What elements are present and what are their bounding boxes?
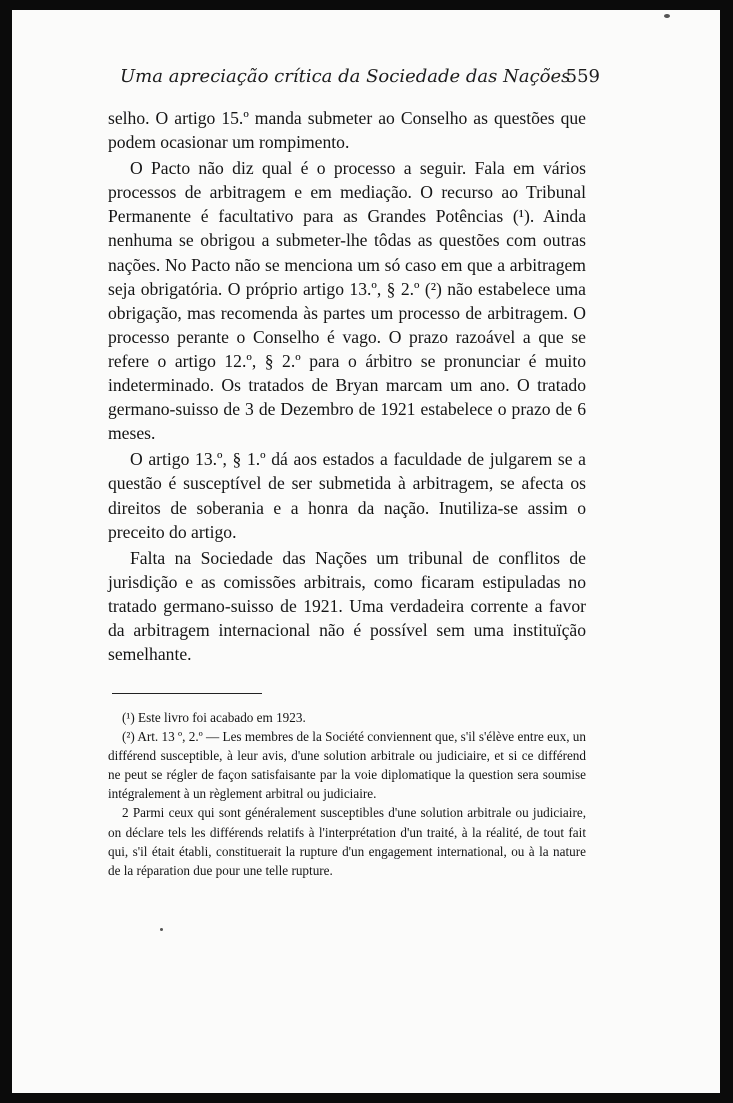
ink-speck	[664, 14, 670, 18]
footnote: (¹) Este livro foi acabado em 1923.	[122, 710, 306, 725]
ink-speck	[160, 928, 163, 931]
paragraph: Falta na Sociedade das Nações um tribunal de conflitos de jurisdição e as comissões arbitrais, como ficaram estipuladas no tratado germano-suisso de 1921. Uma verdadeira corrente a favor da arbitragem internacional não é possível sem uma instituïção semelhante.	[108, 547, 586, 665]
footnote: (²) Art. 13 º, 2.º — Les membres de la Société conviennent que, s'il s'élève entre eux, un différend susceptible, à leur avis, d'une solution arbitrale ou judiciaire, et si ce différend ne peut se régler de façon satisfaisante par la voie diplomatique la question sera soumise intégralement à un règlement arbitral ou judiciaire.	[108, 729, 586, 802]
footnote: 2 Parmi ceux qui sont généralement susceptibles d'une solution arbitrale ou judiciaire, on déclare tels les différends relatifs à l'interprétation d'un traité, à la réalité, de tout fait qui, s'il était établi, constituerait la rupture d'un engagement international, ou à la nature de la réparation due pour une telle rupture.	[108, 805, 586, 878]
paragraph: O Pacto não diz qual é o processo a seguir. Fala em vários processos de arbitragem e em mediação. O recurso ao Tribunal Permanente é facultativo para as Grandes Potências (¹). Ainda nenhuma se obrigou a submeter-lhe tôdas as questões com outras nações. No Pacto não se menciona um só caso em que a arbitragem seja obrigatória. O próprio artigo 13.º, § 2.º (²) não estabelece uma obrigação, mas recomenda às partes um processo de arbitragem. O processo perante o Conselho é vago. O prazo razoável a que se refere o artigo 12.º, § 2.º para o árbitro se pronunciar é muito indeterminado. Os tratados de Bryan marcam um ano. O tratado germano-suisso de 3 de Dezembro de 1921 estabelece o prazo de 6 meses.	[108, 158, 586, 444]
running-header	[120, 66, 610, 96]
footnote-divider	[112, 693, 262, 694]
footnotes	[108, 708, 586, 880]
running-title: Uma apreciação crítica da Sociedade das Nações	[120, 66, 571, 87]
book-page	[12, 10, 720, 1093]
paragraph: selho. O artigo 15.º manda submeter ao Conselho as questões que podem ocasionar um rompimento.	[108, 108, 586, 153]
body-text	[108, 106, 586, 668]
paragraph: O artigo 13.º, § 1.º dá aos estados a faculdade de julgarem se a questão é susceptível de ser submetida à arbitragem, se afecta os direitos de soberania e a honra da nação. Inutiliza-se assim o preceito do artigo.	[108, 449, 586, 542]
page-number: 559	[565, 66, 600, 87]
